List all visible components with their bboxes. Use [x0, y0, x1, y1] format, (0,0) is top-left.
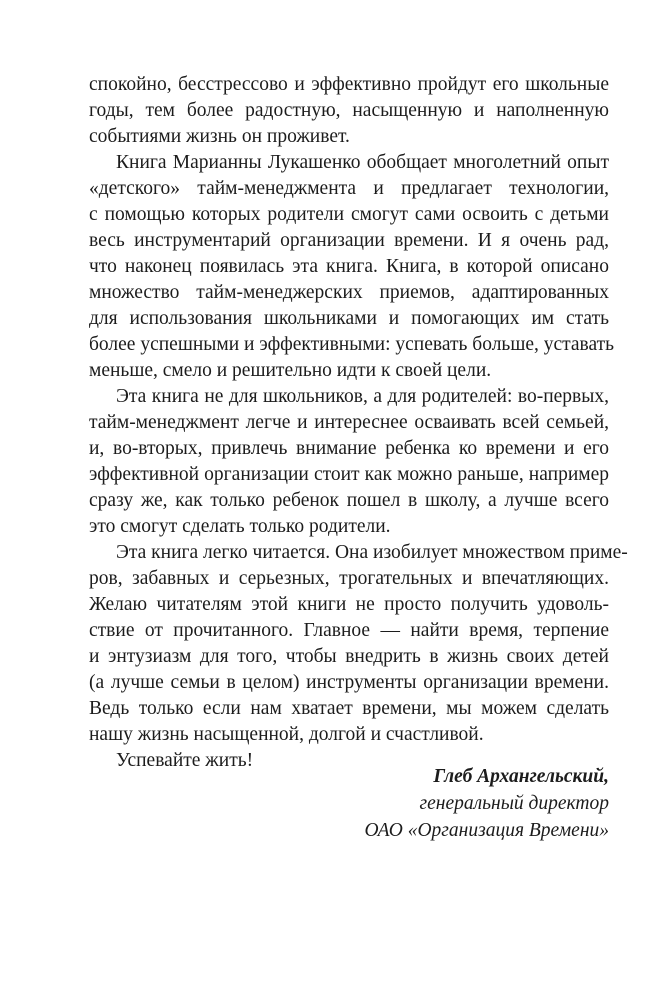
text-line: и энтузиазм для того, чтобы внедрить в жизнь своих детей — [89, 646, 609, 667]
text-line: что наконец появилась эта книга. Книга, в которой описано — [89, 256, 609, 277]
text-line: сразу же, как только ребенок пошел в школу, а лучше всего — [89, 490, 609, 511]
text-line: спокойно, бесстрессово и эффективно пройдут его школьные — [89, 74, 609, 95]
text-line: Эта книга не для школьников, а для родителей: во-первых, — [116, 386, 609, 407]
text-line: событиями жизнь он проживет. — [89, 126, 350, 147]
signature-name: Глеб Архангельский, — [433, 766, 609, 787]
text-line: Эта книга легко читается. Она изобилует множеством приме- — [116, 542, 628, 563]
text-line: эффективной организации стоит как можно раньше, например — [89, 464, 609, 485]
text-line: Книга Марианны Лукашенко обобщает многолетний опыт — [116, 152, 609, 173]
paragraph-3 — [89, 384, 609, 540]
signature-block — [364, 763, 609, 844]
text-line: для использования школьниками и помогающих им стать — [89, 308, 609, 329]
text-line: меньше, смело и решительно идти к своей цели. — [89, 360, 492, 381]
text-line: Желаю читателям этой книги не просто получить удоволь- — [89, 594, 609, 615]
paragraph-2 — [89, 150, 615, 384]
text-line: с помощью которых родители смогут сами освоить с детьми — [89, 204, 609, 225]
text-line: (а лучше семьи в целом) инструменты организации времени. — [89, 672, 609, 693]
signature-organization: ОАО «Организация Времени» — [364, 820, 609, 841]
text-line: ствие от прочитанного. Главное — найти время, терпение — [89, 620, 609, 641]
signature-position: генеральный директор — [419, 793, 609, 814]
page-body — [89, 72, 628, 774]
text-line: тайм-менеджмент легче и интереснее осваивать всей семьей, — [89, 412, 609, 433]
text-line: весь инструментарий организации времени. И я очень рад, — [89, 230, 609, 251]
text-line: и, во-вторых, привлечь внимание ребенка ко времени и его — [89, 438, 609, 459]
text-line: более успешными и эффективными: успевать больше, уставать — [89, 334, 615, 355]
paragraph-1 — [89, 72, 609, 150]
text-line: это смогут сделать только родители. — [89, 516, 391, 537]
text-line: множество тайм-менеджерских приемов, адаптированных — [89, 282, 609, 303]
text-line: Успевайте жить! — [116, 750, 254, 771]
text-line: «детского» тайм-менеджмента и предлагает технологии, — [89, 178, 609, 199]
text-line: годы, тем более радостную, насыщенную и наполненную — [89, 100, 609, 121]
text-line: ров, забавных и серьезных, трогательных и впечатляющих. — [89, 568, 609, 589]
text-line: нашу жизнь насыщенной, долгой и счастливой. — [89, 724, 484, 745]
text-line: Ведь только если нам хватает времени, мы можем сделать — [89, 698, 609, 719]
paragraph-4 — [89, 540, 628, 748]
